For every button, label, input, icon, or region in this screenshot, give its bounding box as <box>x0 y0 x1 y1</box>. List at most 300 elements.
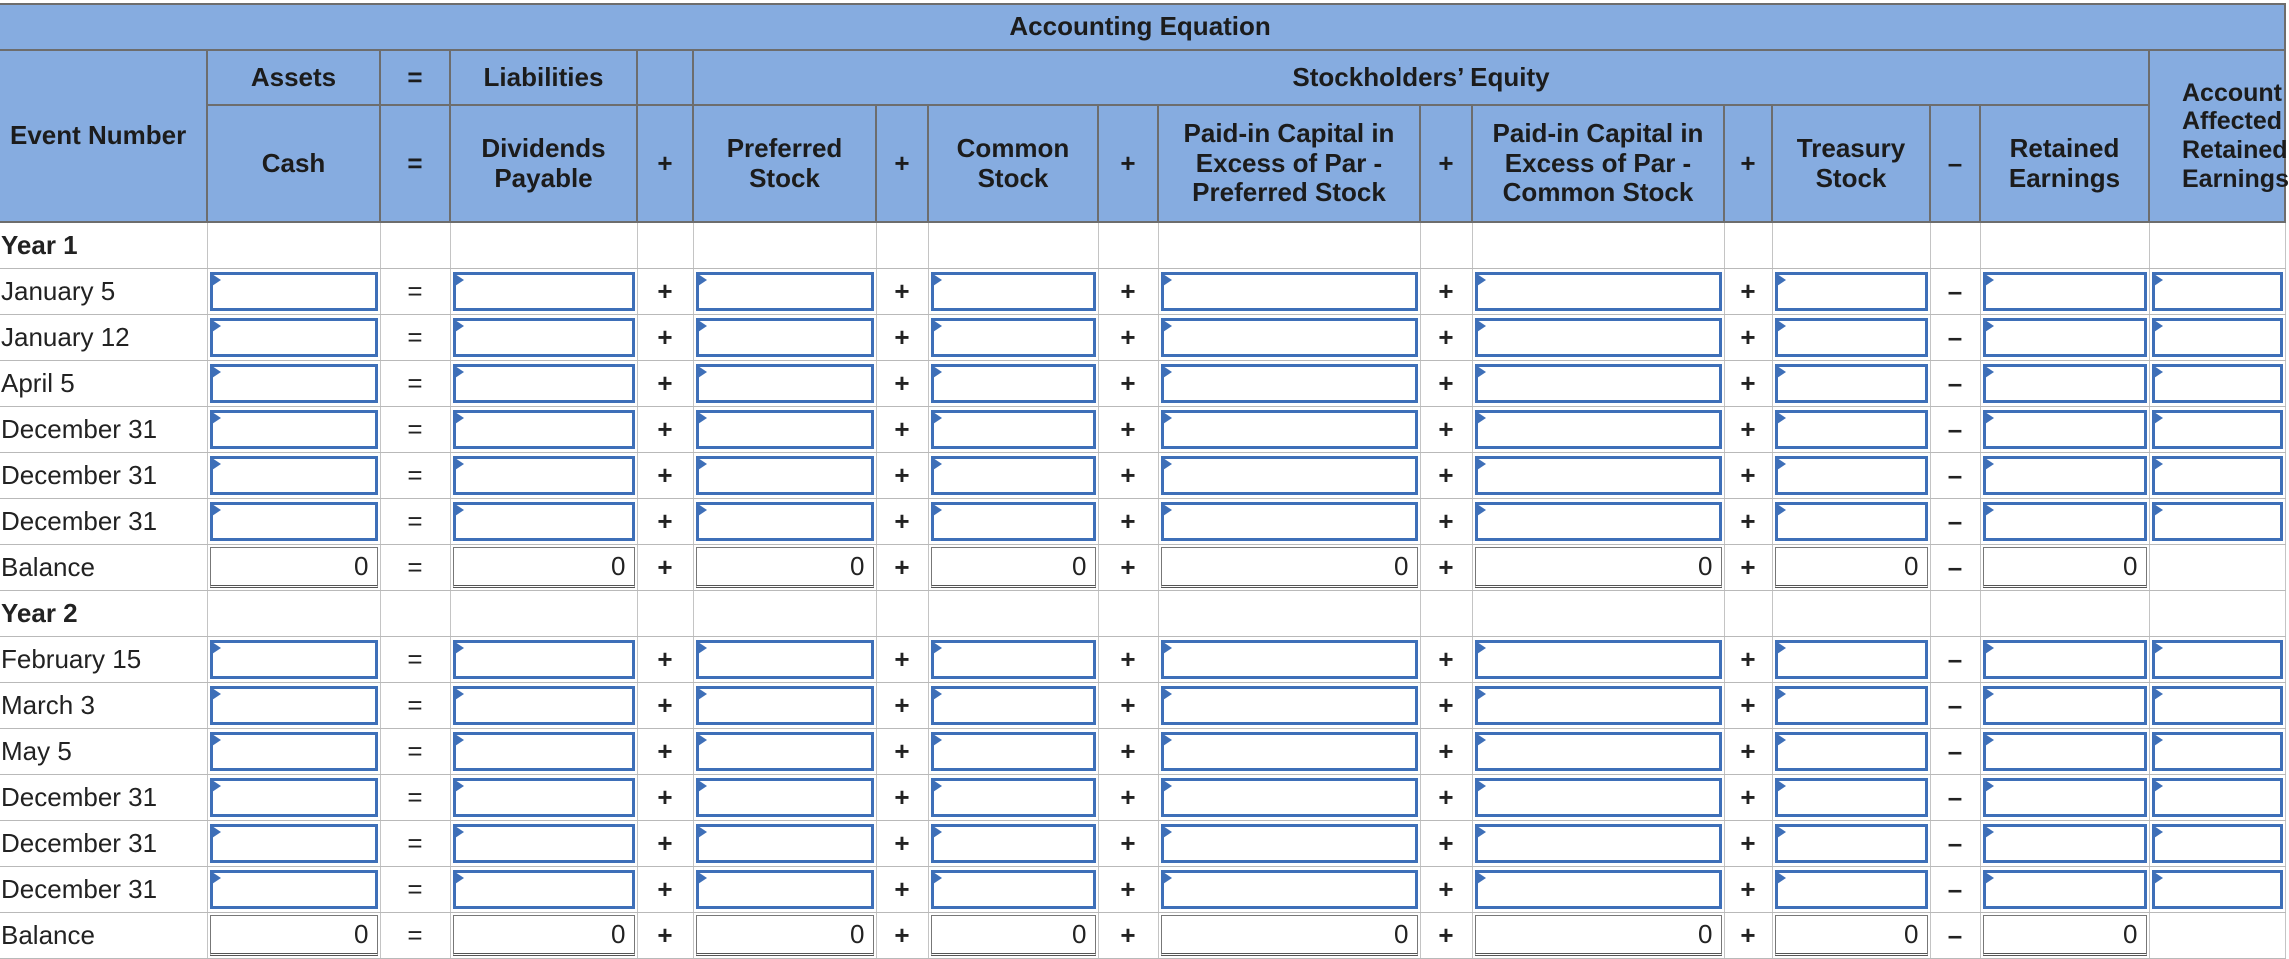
amount-cell <box>1772 268 1930 314</box>
amount-input[interactable] <box>1983 640 2147 679</box>
amount-cell <box>693 728 876 774</box>
amount-input[interactable] <box>453 870 635 909</box>
amount-input[interactable] <box>931 272 1096 311</box>
amount-cell <box>928 406 1098 452</box>
event-label: February 15 <box>0 636 207 682</box>
amount-cell <box>1980 314 2149 360</box>
amount-cell <box>1158 682 1420 728</box>
plus-sign: + <box>876 452 928 498</box>
balance-total: 0 <box>696 915 874 956</box>
account-affected-cell <box>2149 682 2285 728</box>
plus-sign: + <box>1098 774 1158 820</box>
empty-cell <box>693 590 876 636</box>
assets-header: Assets <box>207 50 380 105</box>
empty-cell <box>1980 590 2149 636</box>
section-header-row <box>0 222 2285 268</box>
amount-input[interactable] <box>1775 824 1928 863</box>
amount-input[interactable] <box>453 732 635 771</box>
empty-cell <box>1158 590 1420 636</box>
amount-input[interactable] <box>210 410 378 449</box>
op-header-4: + <box>1420 105 1472 222</box>
amount-input[interactable] <box>1475 456 1722 495</box>
amount-cell <box>928 360 1098 406</box>
equals-sign: = <box>380 682 450 728</box>
amount-cell <box>693 774 876 820</box>
amount-cell <box>693 452 876 498</box>
amount-cell <box>1980 636 2149 682</box>
account-affected-dropdown[interactable] <box>2152 824 2283 863</box>
balance-cell <box>1472 912 1724 958</box>
amount-input[interactable] <box>210 318 378 357</box>
balance-cell <box>928 912 1098 958</box>
balance-total: 0 <box>1475 547 1722 588</box>
amount-input[interactable] <box>453 318 635 357</box>
empty-operator-cell <box>1724 590 1772 636</box>
amount-input[interactable] <box>453 272 635 311</box>
amount-cell <box>1158 498 1420 544</box>
amount-input[interactable] <box>1775 410 1928 449</box>
account-affected-dropdown[interactable] <box>2152 318 2283 357</box>
amount-input[interactable] <box>1775 502 1928 541</box>
amount-cell <box>1980 268 2149 314</box>
empty-cell <box>1472 590 1724 636</box>
amount-input[interactable] <box>1161 732 1418 771</box>
amount-cell <box>450 774 637 820</box>
amount-cell <box>1472 636 1724 682</box>
amount-cell <box>1472 774 1724 820</box>
amount-input[interactable] <box>1161 272 1418 311</box>
equals-sign: = <box>380 452 450 498</box>
equals-sign: = <box>380 774 450 820</box>
amount-input[interactable] <box>1475 272 1722 311</box>
minus-sign: – <box>1930 360 1980 406</box>
amount-input[interactable] <box>1775 732 1928 771</box>
plus-sign: + <box>1098 498 1158 544</box>
event-label: January 12 <box>0 314 207 360</box>
amount-cell <box>450 360 637 406</box>
amount-input[interactable] <box>210 502 378 541</box>
account-affected-cell <box>2149 498 2285 544</box>
plus-sign: + <box>876 406 928 452</box>
event-row <box>0 498 2285 544</box>
amount-input[interactable] <box>931 686 1096 725</box>
equals-sign: = <box>380 820 450 866</box>
amount-input[interactable] <box>453 502 635 541</box>
amount-cell <box>1158 636 1420 682</box>
amount-input[interactable] <box>931 456 1096 495</box>
plus-sign: + <box>1420 728 1472 774</box>
minus-sign: – <box>1930 636 1980 682</box>
account-affected-dropdown[interactable] <box>2152 272 2283 311</box>
plus-sign: + <box>637 268 693 314</box>
amount-input[interactable] <box>1475 640 1722 679</box>
plus-sign: + <box>1724 682 1772 728</box>
amount-input[interactable] <box>1775 456 1928 495</box>
plus-sign: + <box>637 820 693 866</box>
plus-sign: + <box>637 636 693 682</box>
event-row <box>0 268 2285 314</box>
amount-input[interactable] <box>1161 456 1418 495</box>
amount-input[interactable] <box>1775 778 1928 817</box>
minus-sign: – <box>1930 682 1980 728</box>
minus-sign: – <box>1930 866 1980 912</box>
amount-cell <box>1980 360 2149 406</box>
amount-input[interactable] <box>1475 732 1722 771</box>
balance-total: 0 <box>931 915 1096 956</box>
plus-sign: + <box>876 912 928 958</box>
amount-input[interactable] <box>1161 318 1418 357</box>
amount-input[interactable] <box>210 456 378 495</box>
blank-header <box>637 50 693 105</box>
amount-input[interactable] <box>1983 502 2147 541</box>
op-header-2: + <box>876 105 928 222</box>
amount-input[interactable] <box>1161 640 1418 679</box>
amount-cell <box>928 774 1098 820</box>
account-affected-cell <box>2149 866 2285 912</box>
plus-sign: + <box>1420 912 1472 958</box>
event-row <box>0 728 2285 774</box>
amount-input[interactable] <box>1475 686 1722 725</box>
amount-input[interactable] <box>1161 870 1418 909</box>
amount-cell <box>207 452 380 498</box>
empty-operator-cell <box>1420 222 1472 268</box>
plus-sign: + <box>1098 682 1158 728</box>
plus-sign: + <box>1724 452 1772 498</box>
amount-cell <box>1472 498 1724 544</box>
minus-sign: – <box>1930 314 1980 360</box>
amount-input[interactable] <box>1983 364 2147 403</box>
amount-cell <box>693 406 876 452</box>
amount-input[interactable] <box>453 640 635 679</box>
amount-cell <box>1158 406 1420 452</box>
amount-cell <box>1158 820 1420 866</box>
plus-sign: + <box>876 820 928 866</box>
amount-input[interactable] <box>931 778 1096 817</box>
account-affected-dropdown[interactable] <box>2152 502 2283 541</box>
amount-input[interactable] <box>1475 410 1722 449</box>
plus-sign: + <box>1724 498 1772 544</box>
equals-header: = <box>380 50 450 105</box>
amount-input[interactable] <box>696 502 874 541</box>
amount-input[interactable] <box>696 732 874 771</box>
amount-cell <box>207 866 380 912</box>
account-affected-dropdown[interactable] <box>2152 732 2283 771</box>
op-header-0: = <box>380 105 450 222</box>
plus-sign: + <box>1420 452 1472 498</box>
amount-cell <box>1472 268 1724 314</box>
empty-operator-cell <box>1930 222 1980 268</box>
account-affected-dropdown[interactable] <box>2152 456 2283 495</box>
amount-cell <box>928 498 1098 544</box>
balance-total: 0 <box>1161 547 1418 588</box>
amount-input[interactable] <box>1475 778 1722 817</box>
empty-operator-cell <box>1098 590 1158 636</box>
balance-cell <box>450 912 637 958</box>
plus-sign: + <box>1098 820 1158 866</box>
amount-input[interactable] <box>1161 502 1418 541</box>
balance-cell <box>928 544 1098 590</box>
amount-input[interactable] <box>210 364 378 403</box>
amount-cell <box>207 774 380 820</box>
amount-cell <box>928 314 1098 360</box>
amount-input[interactable] <box>1161 410 1418 449</box>
amount-cell <box>1472 314 1724 360</box>
amount-input[interactable] <box>210 686 378 725</box>
amount-input[interactable] <box>1983 732 2147 771</box>
amount-input[interactable] <box>931 732 1096 771</box>
amount-input[interactable] <box>1983 778 2147 817</box>
amount-cell <box>1980 866 2149 912</box>
amount-input[interactable] <box>1475 824 1722 863</box>
plus-sign: + <box>637 314 693 360</box>
amount-input[interactable] <box>931 640 1096 679</box>
amount-cell <box>1980 498 2149 544</box>
account-affected-dropdown[interactable] <box>2152 364 2283 403</box>
amount-input[interactable] <box>696 686 874 725</box>
event-label: December 31 <box>0 866 207 912</box>
amount-input[interactable] <box>453 410 635 449</box>
balance-cell <box>1772 912 1930 958</box>
amount-input[interactable] <box>696 410 874 449</box>
amount-cell <box>450 636 637 682</box>
dividends-payable-header: Dividends Payable <box>450 105 637 222</box>
amount-cell <box>1158 774 1420 820</box>
amount-input[interactable] <box>931 870 1096 909</box>
plus-sign: + <box>1098 544 1158 590</box>
amount-input[interactable] <box>1161 686 1418 725</box>
empty-cell <box>928 590 1098 636</box>
treasury-stock-header: Treasury Stock <box>1772 105 1930 222</box>
event-row <box>0 820 2285 866</box>
amount-input[interactable] <box>1983 410 2147 449</box>
amount-cell <box>1472 360 1724 406</box>
account-affected-cell <box>2149 636 2285 682</box>
equals-sign: = <box>380 314 450 360</box>
amount-cell <box>450 406 637 452</box>
plus-sign: + <box>1724 544 1772 590</box>
amount-input[interactable] <box>453 686 635 725</box>
account-affected-cell <box>2149 314 2285 360</box>
amount-cell <box>207 728 380 774</box>
amount-cell <box>693 314 876 360</box>
amount-cell <box>693 498 876 544</box>
empty-cell <box>2149 222 2285 268</box>
amount-input[interactable] <box>931 824 1096 863</box>
amount-cell <box>450 452 637 498</box>
amount-cell <box>1158 314 1420 360</box>
amount-cell <box>693 866 876 912</box>
empty-cell <box>2149 912 2285 958</box>
amount-cell <box>693 268 876 314</box>
amount-input[interactable] <box>210 778 378 817</box>
amount-input[interactable] <box>696 364 874 403</box>
empty-operator-cell <box>1724 222 1772 268</box>
plus-sign: + <box>637 912 693 958</box>
empty-cell <box>1980 222 2149 268</box>
equals-sign: = <box>380 866 450 912</box>
amount-cell <box>1472 820 1724 866</box>
amount-cell <box>1158 452 1420 498</box>
amount-input[interactable] <box>696 318 874 357</box>
amount-cell <box>1772 636 1930 682</box>
account-affected-cell <box>2149 360 2285 406</box>
amount-input[interactable] <box>453 778 635 817</box>
amount-input[interactable] <box>696 778 874 817</box>
amount-input[interactable] <box>1161 364 1418 403</box>
amount-input[interactable] <box>1775 364 1928 403</box>
plus-sign: + <box>1420 866 1472 912</box>
amount-input[interactable] <box>1475 364 1722 403</box>
plus-sign: + <box>637 774 693 820</box>
account-affected-dropdown[interactable] <box>2152 686 2283 725</box>
amount-input[interactable] <box>1775 686 1928 725</box>
amount-cell <box>1772 406 1930 452</box>
equals-sign: = <box>380 268 450 314</box>
amount-cell <box>1980 406 2149 452</box>
balance-total: 0 <box>210 547 378 588</box>
account-affected-dropdown[interactable] <box>2152 778 2283 817</box>
plus-sign: + <box>1420 268 1472 314</box>
amount-input[interactable] <box>1983 272 2147 311</box>
empty-cell <box>928 222 1098 268</box>
minus-sign: – <box>1930 912 1980 958</box>
plus-sign: + <box>637 544 693 590</box>
amount-cell <box>1980 728 2149 774</box>
amount-input[interactable] <box>210 824 378 863</box>
amount-input[interactable] <box>1983 870 2147 909</box>
amount-cell <box>1772 728 1930 774</box>
plus-sign: + <box>1420 314 1472 360</box>
amount-cell <box>207 682 380 728</box>
amount-input[interactable] <box>1475 870 1722 909</box>
amount-cell <box>928 452 1098 498</box>
balance-cell <box>1772 544 1930 590</box>
amount-cell <box>1472 406 1724 452</box>
amount-cell <box>928 682 1098 728</box>
plus-sign: + <box>1724 820 1772 866</box>
account-affected-cell <box>2149 774 2285 820</box>
plus-sign: + <box>1420 544 1472 590</box>
amount-input[interactable] <box>210 640 378 679</box>
event-row <box>0 314 2285 360</box>
amount-cell <box>450 866 637 912</box>
balance-total: 0 <box>1475 915 1722 956</box>
plus-sign: + <box>1420 820 1472 866</box>
amount-input[interactable] <box>1983 686 2147 725</box>
plus-sign: + <box>1724 728 1772 774</box>
plus-sign: + <box>876 866 928 912</box>
liabilities-header: Liabilities <box>450 50 637 105</box>
amount-input[interactable] <box>210 870 378 909</box>
account-affected-dropdown[interactable] <box>2152 870 2283 909</box>
amount-input[interactable] <box>931 502 1096 541</box>
amount-input[interactable] <box>453 824 635 863</box>
plus-sign: + <box>1724 314 1772 360</box>
amount-input[interactable] <box>931 410 1096 449</box>
event-label: March 3 <box>0 682 207 728</box>
balance-row <box>0 912 2285 958</box>
plus-sign: + <box>1420 636 1472 682</box>
amount-input[interactable] <box>931 318 1096 357</box>
amount-input[interactable] <box>1775 870 1928 909</box>
amount-cell <box>207 820 380 866</box>
amount-input[interactable] <box>696 870 874 909</box>
plus-sign: + <box>637 682 693 728</box>
empty-operator-cell <box>1930 590 1980 636</box>
amount-input[interactable] <box>696 456 874 495</box>
plus-sign: + <box>1420 498 1472 544</box>
equals-sign: = <box>380 912 450 958</box>
amount-cell <box>1158 360 1420 406</box>
amount-input[interactable] <box>696 824 874 863</box>
event-label: May 5 <box>0 728 207 774</box>
amount-input[interactable] <box>931 364 1096 403</box>
amount-input[interactable] <box>1475 502 1722 541</box>
account-affected-dropdown[interactable] <box>2152 640 2283 679</box>
amount-cell <box>928 866 1098 912</box>
amount-cell <box>1980 452 2149 498</box>
amount-cell <box>1158 268 1420 314</box>
amount-input[interactable] <box>453 456 635 495</box>
plus-sign: + <box>876 360 928 406</box>
plus-sign: + <box>1724 866 1772 912</box>
amount-cell <box>928 636 1098 682</box>
amount-cell <box>1772 360 1930 406</box>
balance-cell <box>1980 544 2149 590</box>
balance-total: 0 <box>1983 547 2147 588</box>
amount-input[interactable] <box>1475 318 1722 357</box>
empty-cell <box>1772 222 1930 268</box>
accounting-equation-table <box>0 3 2289 959</box>
plus-sign: + <box>876 636 928 682</box>
amount-input[interactable] <box>696 640 874 679</box>
amount-input[interactable] <box>1983 824 2147 863</box>
balance-cell <box>450 544 637 590</box>
empty-cell <box>1772 590 1930 636</box>
balance-cell <box>1158 544 1420 590</box>
account-affected-dropdown[interactable] <box>2152 410 2283 449</box>
plus-sign: + <box>637 452 693 498</box>
empty-cell <box>207 222 380 268</box>
amount-cell <box>693 682 876 728</box>
empty-cell <box>207 590 380 636</box>
plus-sign: + <box>876 498 928 544</box>
amount-cell <box>1772 774 1930 820</box>
balance-total: 0 <box>210 915 378 956</box>
plus-sign: + <box>637 360 693 406</box>
event-row <box>0 866 2285 912</box>
amount-input[interactable] <box>1983 318 2147 357</box>
amount-input[interactable] <box>453 364 635 403</box>
amount-input[interactable] <box>1161 824 1418 863</box>
amount-cell <box>450 728 637 774</box>
amount-input[interactable] <box>1775 640 1928 679</box>
amount-input[interactable] <box>1775 272 1928 311</box>
minus-sign: – <box>1930 544 1980 590</box>
amount-input[interactable] <box>1775 318 1928 357</box>
amount-input[interactable] <box>696 272 874 311</box>
empty-operator-cell <box>876 222 928 268</box>
amount-input[interactable] <box>210 732 378 771</box>
plus-sign: + <box>1098 636 1158 682</box>
balance-cell <box>1472 544 1724 590</box>
amount-input[interactable] <box>1983 456 2147 495</box>
amount-input[interactable] <box>1161 778 1418 817</box>
empty-operator-cell <box>380 222 450 268</box>
empty-cell <box>2149 544 2285 590</box>
balance-total: 0 <box>1775 915 1928 956</box>
amount-input[interactable] <box>210 272 378 311</box>
